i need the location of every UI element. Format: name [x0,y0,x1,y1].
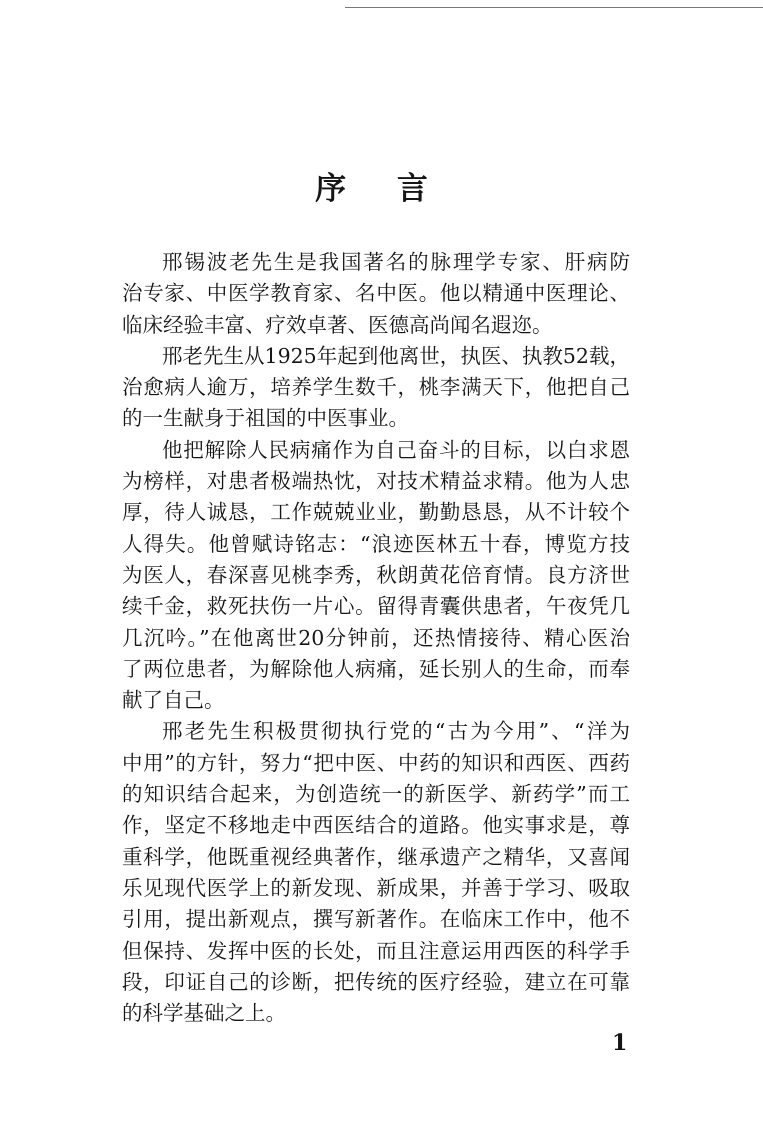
text-line: 几沉吟。”在他离世20分钟前，还热情接待、精心医治 [122,625,630,650]
paragraph [122,341,630,435]
scan-top-rule [345,7,763,8]
text-line: 邢老先生从1925年起到他离世，执医、执教52载， [162,343,630,368]
text-line: 的科学基础之上。 [122,1001,286,1026]
text-line: 献了自己。 [122,688,225,713]
text-line: 邢锡波老先生是我国著名的脉理学专家、肝病防 [162,250,630,274]
text-line: 段，印证自己的诊断，把传统的医疗经验，建立在可靠 [122,969,630,994]
text-line: 为医人，春深喜见桃李秀，秋朗黄花倍育情。良方济世 [122,562,630,587]
text-line: 治愈病人逾万，培养学生数千，桃李满天下，他把自己 [122,375,630,400]
text-line: 临床经验丰富、疗效卓著、医德高尚闻名遐迩。 [122,312,553,337]
paragraph [122,247,630,341]
text-line: 的一生献身于祖国的中医事业。 [122,406,409,431]
page-title: 序 言 [315,171,448,207]
text-line: 他把解除人民病痛作为自己奋斗的目标，以白求恩 [162,437,630,462]
text-line: 但保持、发挥中医的长处，而且注意运用西医的科学手 [122,938,630,963]
text-line: 乐见现代医学上的新发现、新成果，并善于学习、吸取 [122,875,630,900]
text-line: 中用”的方针，努力“把中医、中药的知识和西医、西药 [122,750,630,775]
paragraph [122,716,630,1029]
paragraph [122,435,630,717]
text-line: 续千金，救死扶伤一片心。留得青囊供患者，午夜凭几 [122,594,630,619]
text-line: 人得失。他曾赋诗铭志：“浪迹医林五十春，博览方技 [122,531,630,556]
text-line: 了两位患者，为解除他人病痛，延长别人的生命，而奉 [122,656,630,681]
text-line: 治专家、中医学教育家、名中医。他以精通中医理论、 [122,281,630,306]
text-line: 邢老先生积极贯彻执行党的“古为今用”、“洋为 [162,719,630,744]
text-line: 引用，提出新观点，撰写新著作。在临床工作中，他不 [122,907,630,932]
text-line: 重科学，他既重视经典著作，继承遗产之精华，又喜闻 [122,844,630,869]
text-line: 为榜样，对患者极端热忱，对技术精益求精。他为人忠 [122,469,630,494]
preface-body [122,247,630,1029]
page-number: 1 [612,1030,628,1056]
text-line: 的知识结合起来，为创造统一的新医学、新药学”而工 [122,782,630,807]
text-line: 厚，待人诚恳，工作兢兢业业，勤勤恳恳，从不计较个 [122,500,630,525]
text-line: 作，坚定不移地走中西医结合的道路。他实事求是，尊 [122,813,630,838]
